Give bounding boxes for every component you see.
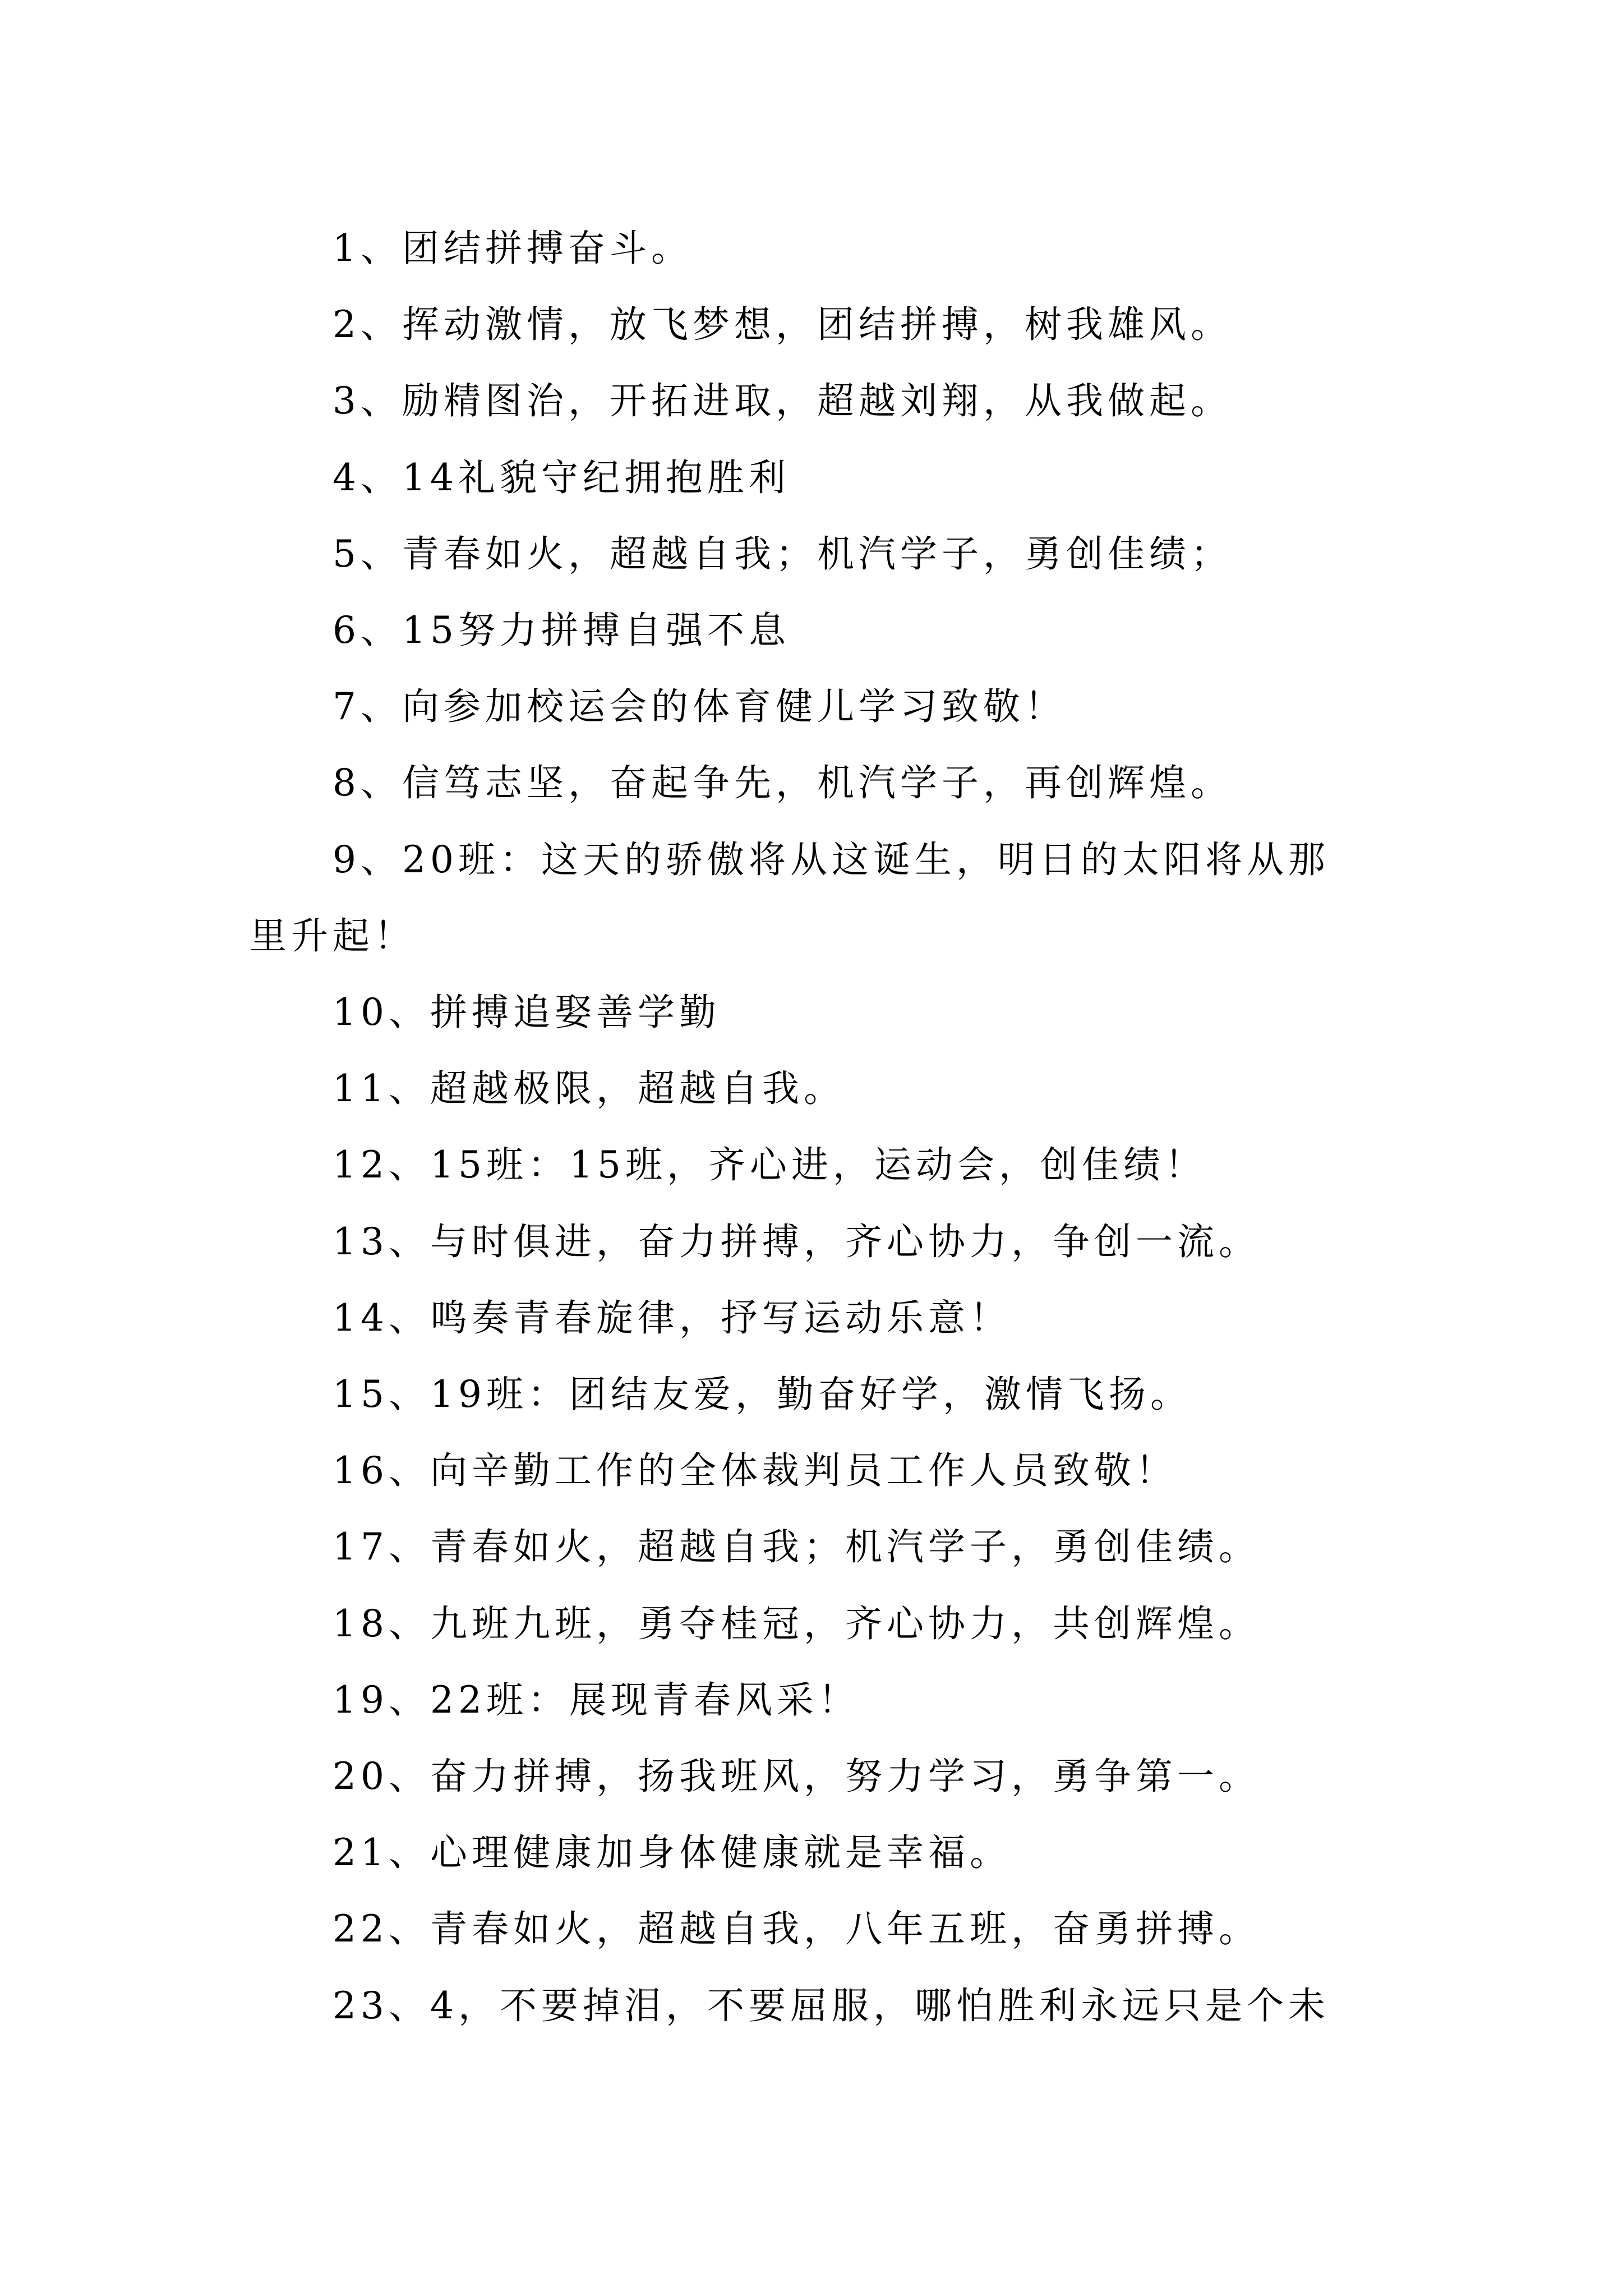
list-item: 6、15努力拼搏自强不息 (333, 609, 790, 652)
list-item: 21、心理健康加身体健康就是幸福。 (333, 1831, 1011, 1875)
list-item-continuation: 里升起！ (250, 914, 416, 958)
list-item: 15、19班：团结友爱，勤奋好学，激情飞扬。 (333, 1373, 1192, 1416)
list-item: 20、奋力拼搏，扬我班风，努力学习，勇争第一。 (333, 1755, 1260, 1798)
list-item: 10、拼搏追娶善学勤 (333, 991, 721, 1034)
list-item: 23、4，不要掉泪，不要屈服，哪怕胜利永远只是个未 (333, 1984, 1330, 2027)
list-item: 8、信笃志坚，奋起争先，机汽学子，再创辉煌。 (333, 761, 1232, 805)
list-item: 9、20班：这天的骄傲将从这诞生，明日的太阳将从那 (333, 838, 1330, 881)
list-item: 3、励精图治，开拓进取，超越刘翔，从我做起。 (333, 379, 1232, 423)
list-item: 19、22班：展现青春风采！ (333, 1678, 860, 1722)
list-item: 13、与时俱进，奋力拼搏，齐心协力，争创一流。 (333, 1220, 1260, 1263)
list-item: 4、14礼貌守纪拥抱胜利 (333, 455, 790, 499)
list-item: 2、挥动激情，放飞梦想，团结拼搏，树我雄风。 (333, 303, 1232, 347)
list-item: 12、15班：15班，齐心进，运动会，创佳绩！ (333, 1143, 1206, 1187)
list-item: 7、向参加校运会的体育健儿学习致敬！ (333, 685, 1066, 729)
list-item: 5、青春如火，超越自我；机汽学子，勇创佳绩； (333, 532, 1232, 576)
list-item: 22、青春如火，超越自我，八年五班，奋勇拼搏。 (333, 1907, 1260, 1951)
list-item: 16、向辛勤工作的全体裁判员工作人员致敬！ (333, 1449, 1177, 1493)
list-item: 1、团结拼搏奋斗。 (333, 227, 693, 270)
list-item: 18、九班九班，勇夺桂冠，齐心协力，共创辉煌。 (333, 1602, 1260, 1645)
list-item: 14、鸣奏青春旋律，抒写运动乐意！ (333, 1296, 1011, 1340)
list-item: 11、超越极限，超越自我。 (333, 1067, 845, 1111)
list-item: 17、青春如火，超越自我；机汽学子，勇创佳绩。 (333, 1525, 1260, 1569)
document-body (250, 210, 1381, 2044)
